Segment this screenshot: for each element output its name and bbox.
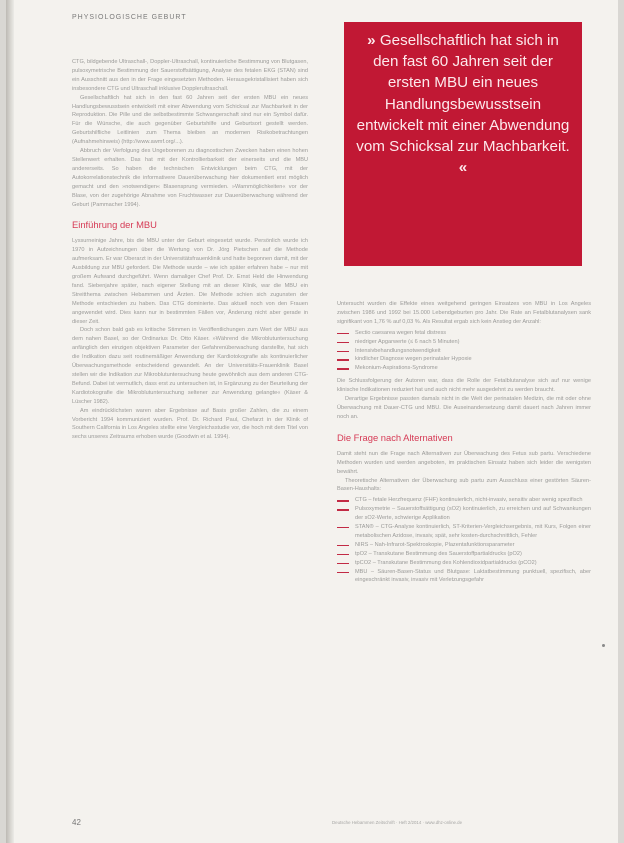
list-item: CTG – fetale Herzfrequenz (FHF) kontinuierlich, nicht-invasiv, sensitiv aber wenig spezifisch xyxy=(337,496,591,505)
page-number: 42 xyxy=(72,818,81,827)
intro-paragraph-2: Gesellschaftlich hat sich in den fast 60 Jahren seit der ersten MBU ein neues Handlungsbewusstsein entwickelt mit einer Abwendung vom Schicksal zur Machbarkeit in der Reproduktion. Die Pille und die selbstbestimmte Schwangerschaft sind nur ein Symbol dafür. Für die Wünsche, die auch gegenüber Geburtshilfe und Geburtsort gestellt werden. Geburtshilfliche Leitlinien zum Thema bleiben an modernen Risikobetrachtungen (Aufnahmehinweis) (http://www.awmf.org/...). xyxy=(72,94,308,146)
after-list-paragraph-1: Die Schlussfolgerung der Autoren war, dass die Rolle der Fetalblutanalyse sich auf nur wenige klinische Indikationen reduziert hat und auch nicht mehr ausgedehnt zu werden braucht. xyxy=(337,378,591,394)
intro-paragraph-3: Abbruch der Verfolgung des Ungeborenen zu diagnostischen Zwecken haben einen hohen Stellenwert erhalten. Das hat mit der Kontrollierbarkeit der einerseits und die MBU andererseits. So haben die technischen Entwicklungen beim CTG, mit der Autokorrelationstechnik die informativere Dauerüberwachung hier dokumentiert erst möglich gemacht und den »notwendigen« Blasensprung vermieden. »Warnmöglichkeiten« vor der Blase, von der zugehörige Abnahme von Fruchtwasser zur Dauerüberwachung während der Geburt (Pammacher 1994). xyxy=(72,148,308,208)
quote-close-mark: « xyxy=(458,159,468,177)
quote-open-mark: » xyxy=(367,32,376,49)
list-item: niedriger Apgarwerte (≤ 6 nach 5 Minuten) xyxy=(337,338,591,347)
intro-paragraph-1: CTG, bildgebende Ultraschall-, Doppler-Ultraschall, kontinuierliche Bestimmung von Blutgasen, pulsoxymetrische Bestimmung der Sauerstoffsättigung, Analyse des fetalen EKG (STAN) sind ein Ausschnitt aus den in der Frage eingesetzten Methoden. Herausgekristallisiert haben sich insbesondere CTG und Ultraschall inklusive Dopplerultraschall. xyxy=(72,59,308,92)
footer-source-line: Deutsche Hebammen Zeitschrift · Heft 2/2014 · www.dhz-online.de xyxy=(332,820,463,825)
section1-paragraph-1: Lyssurneinige Jahre, bis die MBU unter der Geburt eingesetzt wurde. Persönlich wurde ich 1970 in Aufzeichnungen über die Wertung von Dr. Jörg Pietschen auf die Methode aufmerksam. Er war Oberarzt in der Universitätsfrauenklinik und hatte begonnen damit, mit der Ausbildung zur MBU gefordert. Die Methode wurde – wie ich später erfahren habe – nur mit großem Aufwand durchgeführt. Wenn damaliger Chef Prof. Dr. Ernst Held die Hinwendung fand. Siebenjahre später, nach eigener Stellung mit an dieser Klinik, war die MBU ein Streitthema zwischen Hebammen und Ärzten. Die Methode schien sich zugunsten der Methode entschieden zu haben. Das CTG dominierte. Das aktuell noch von den Frauen angewendet wird. Dies kann nur in bestimmten Fällen vor, Änderung nicht aber gerade in dieser Zeit. xyxy=(72,238,308,325)
left-column xyxy=(72,58,308,442)
list-item: STAN® – CTG-Analyse kontinuierlich, ST-Kriterien-Vergleichsergebnis, mit Kurs, Folgen einer metabolischen Azidose, invasiv, spät, sehr kosten-durchschnittlich, Fehler xyxy=(337,523,591,541)
running-head: PHYSIOLOGISCHE GEBURT xyxy=(72,14,187,21)
section1-paragraph-2: Doch schon bald gab es kritische Stimmen in Veröffentlichungen zum Wert der MBU aus dem nahen Basel, so der Ordinarius Dr. Otto Käser. »Während die Mikroblutuntersuchung anfänglich den einzigen objektiven Parameter der Gefahrenüberwachung darstellte, hat sich die Indikation dazu seit routinemäßiger Anwendung der Kardiotokografie als kontinuierlicher Überwachungsmethode entscheidend gewandelt. An der Universitäts-Frauenklinik Basel stellen wir die Indikation zur Mikroblutuntersuchung heute gewöhnlich aus dem anderen CTG-Befund. Dabei ist vermutlich, dass erst zu untersuchen ist, in Ergänzung zu der Beurteilung der Kardiotokografie die Mikroblutuntersuchung seltener zur Anwendung gelangte« (Käser & Lüscher 1982). xyxy=(72,327,308,405)
after-list-paragraph-2: Derartige Ergebnisse passten damals nicht in die Welt der perinatalen Medizin, die mit oder ohne Überwachung mit Dauer-CTG und MBU. Die Auseinandersetzung damit dauert nach Jahren immer noch an. xyxy=(337,396,591,420)
list-item: kindlicher Diagnose wegen perinataler Hypoxie xyxy=(337,355,591,364)
list-item: Intensivbehandlungsnotwendigkeit xyxy=(337,347,591,356)
outcomes-list xyxy=(337,329,591,374)
binding-gutter xyxy=(6,0,14,843)
list-item: Pulsoxymetrie – Sauerstoffsättigung (sO2) kontinuierlich, zu erreichen und auf Schwankungen der sO2-Werte, schwierige Applikation xyxy=(337,505,591,523)
magazine-page xyxy=(6,0,618,843)
right-intro-paragraph: Untersucht wurden die Effekte eines weitgehend geringen Einsatzes von MBU in Los Angeles zwischen 1986 und 1992 bei 15.000 Lebendgeburten pro Jahr. Die Rate an Fetalblutanalysen sank signifikant von 1,76 % auf 0,03 %. Als Resultat ergab sich kein Anstieg der Anzahl: xyxy=(337,301,591,325)
margin-mark xyxy=(602,644,605,647)
pull-quote xyxy=(344,22,582,178)
list-item: tpCO2 – Transkutane Bestimmung des Kohlendioxidpartialdrucks (pCO2) xyxy=(337,559,591,568)
list-item: MBU – Säuren-Basen-Status und Blutgase: Laktatbestimmung punktuell, spezifisch, aber eingeschränkt invasiv, invasiv mit Verletzungsgefahr xyxy=(337,568,591,586)
list-item: Sectio caesarea wegen fetal distress xyxy=(337,329,591,338)
right-column xyxy=(337,300,591,589)
list-item: NIRS – Nah-Infrarot-Spektroskopie, Plazentafunktionsparameter xyxy=(337,541,591,550)
section2-lead-paragraph: Theoretische Alternativen der Überwachung sub partu zum Ausschluss einer gestörten Säuren-Basen-Haushalts: xyxy=(337,477,591,493)
pull-quote-text: Gesellschaftlich hat sich in den fast 60 Jahren seit der ersten MBU ein neues Handlungsbewusstsein entwickelt mit einer Abwendung vom Schicksal zur Machbarkeit. xyxy=(356,32,570,156)
pull-quote-box xyxy=(344,22,582,266)
section-heading-einfuehrung: Einführung der MBU xyxy=(72,219,157,231)
section2-intro-paragraph: Damit steht nun die Frage nach Alternativen zur Überwachung des Fetus sub partu. Verschiedene Methoden wurden und werden angeboten, im praktischen Einsatz haben sich leider die wenigsten bewährt. xyxy=(337,450,591,475)
section-heading-alternativen: Die Frage nach Alternativen xyxy=(337,431,453,443)
alternatives-list xyxy=(337,496,591,585)
section1-paragraph-3: Am eindrücklichsten waren aber Ergebnisse auf Basis großer Zahlen, die zu einem Vorbericht 1994 kommuniziert wurden. Prof. Dr. Richard Paul, Chefarzt in der Klinik of Southern California in Los Angeles stellte eine Vergleichsstudie vor, die hoch mit dem Titel von sechs unseres Zeitraums erhoben wurde (Goodwin et al. 1994). xyxy=(72,407,308,441)
list-item: Mekonium-Aspirations-Syndrome xyxy=(337,364,591,373)
list-item: tpO2 – Transkutane Bestimmung des Sauerstoffpartialdrucks (pO2) xyxy=(337,550,591,559)
